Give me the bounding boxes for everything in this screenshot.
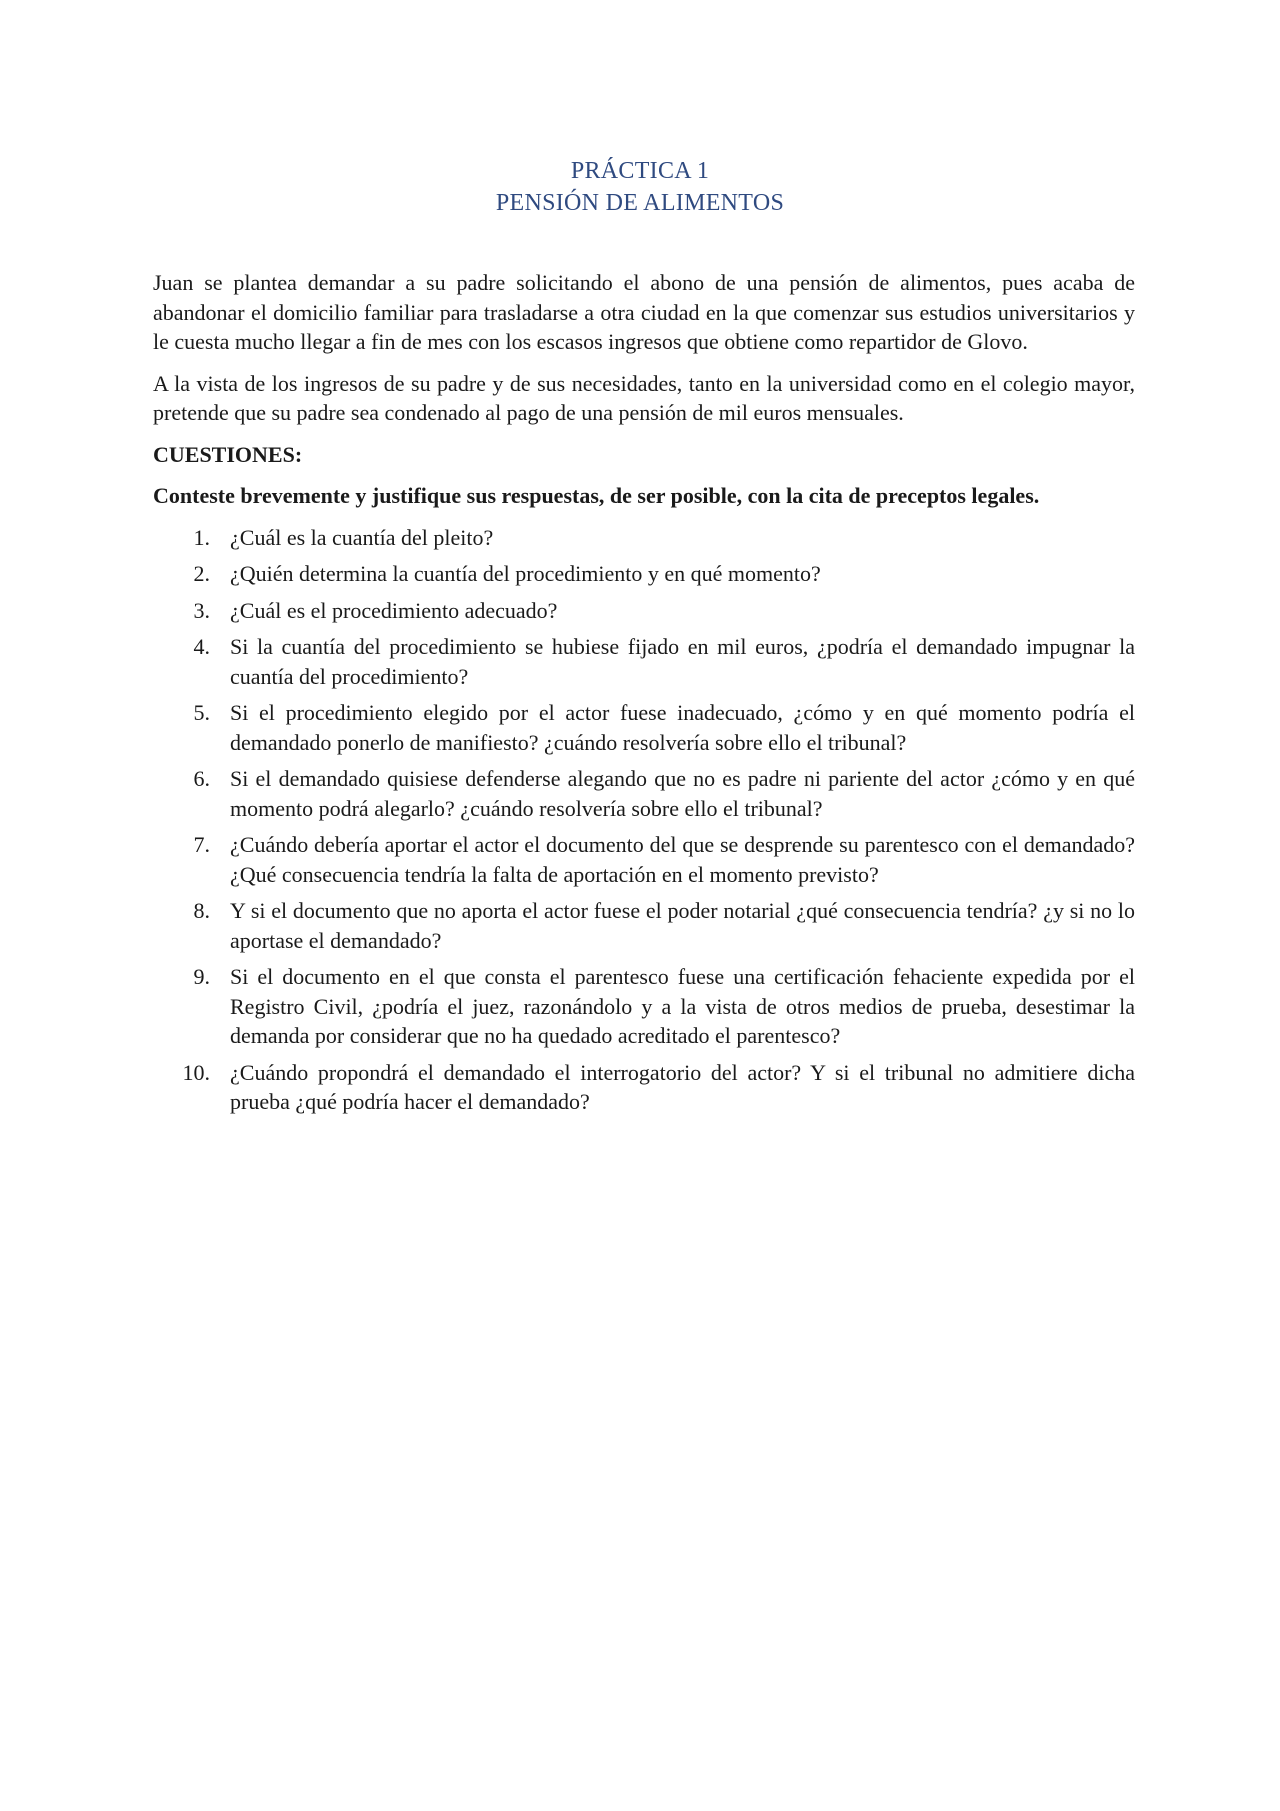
title-line-subject: PENSIÓN DE ALIMENTOS xyxy=(495,190,785,216)
question-text: ¿Cuál es el procedimiento adecuado? xyxy=(230,597,558,623)
instructions-text: Conteste brevemente y justifique sus respuestas, de ser posible, con la cita de preceptos legales. xyxy=(153,483,1040,508)
question-text: Y si el documento que no aporta el actor fuese el poder notarial ¿qué consecuencia tendría? ¿y si no lo aportase el demandado? xyxy=(230,898,1135,953)
question-text: ¿Cuándo propondrá el demandado el interrogatorio del actor? Y si el tribunal no admitiere dicha prueba ¿qué podría hacer el demandado? xyxy=(230,1059,1135,1114)
document-title xyxy=(0,155,1280,219)
question-number: 2. xyxy=(193,561,210,586)
question-item xyxy=(153,632,1135,691)
question-number: 7. xyxy=(193,832,210,857)
question-item xyxy=(153,962,1135,1051)
question-item xyxy=(153,698,1135,757)
question-item xyxy=(153,523,1135,553)
question-item xyxy=(153,559,1135,589)
question-text: Si el demandado quisiese defenderse alegando que no es padre ni pariente del actor ¿cómo y en qué momento podrá alegarlo? ¿cuándo resolvería sobre ello el tribunal? xyxy=(230,766,1135,821)
question-number: 3. xyxy=(193,597,210,623)
case-paragraph-2: A la vista de los ingresos de su padre y de sus necesidades, tanto en la universidad como en el colegio mayor, pretende que su padre sea condenado al pago de una pensión de mil euros mensuales. xyxy=(153,370,1135,425)
question-number: 8. xyxy=(193,898,210,923)
question-text: ¿Cuál es la cuantía del pleito? xyxy=(230,524,494,550)
question-number: 10. xyxy=(182,1059,210,1085)
question-item xyxy=(153,764,1135,823)
question-number: 9. xyxy=(193,964,210,989)
case-paragraph-1: Juan se plantea demandar a su padre solicitando el abono de una pensión de alimentos, pues acaba de abandonar el domicilio familiar para trasladarse a otra ciudad en la que comenzar sus estudios universitarios y le cuesta mucho llegar a fin de mes con los escasos ingresos que obtiene como repartidor de Glovo. xyxy=(153,270,1135,354)
question-number: 5. xyxy=(193,700,210,725)
cuestiones-heading: CUESTIONES: xyxy=(153,441,303,467)
document-body xyxy=(153,268,1135,1124)
title-line-practica: PRÁCTICA 1 xyxy=(570,158,710,184)
question-text: Si el procedimiento elegido por el actor fuese inadecuado, ¿cómo y en qué momento podría el demandado ponerlo de manifiesto? ¿cuándo resolvería sobre ello el tribunal? xyxy=(230,700,1135,755)
question-text: ¿Cuándo debería aportar el actor el documento del que se desprende su parentesco con el demandado? ¿Qué consecuencia tendría la falta de aportación en el momento previsto? xyxy=(230,832,1135,887)
question-item xyxy=(153,596,1135,626)
questions-list xyxy=(153,523,1135,1117)
question-number: 1. xyxy=(193,524,210,550)
question-number: 6. xyxy=(193,766,210,791)
question-text: Si el documento en el que consta el parentesco fuese una certificación fehaciente expedida por el Registro Civil, ¿podría el juez, razonándolo y a la vista de otros medios de prueba, desestimar la demanda por considerar que no ha quedado acreditado el parentesco? xyxy=(230,964,1135,1048)
question-item xyxy=(153,896,1135,955)
question-item xyxy=(153,1058,1135,1117)
question-number: 4. xyxy=(193,634,210,659)
question-text: Si la cuantía del procedimiento se hubiese fijado en mil euros, ¿podría el demandado impugnar la cuantía del procedimiento? xyxy=(230,634,1135,689)
question-text: ¿Quién determina la cuantía del procedimiento y en qué momento? xyxy=(230,561,821,586)
question-item xyxy=(153,830,1135,889)
